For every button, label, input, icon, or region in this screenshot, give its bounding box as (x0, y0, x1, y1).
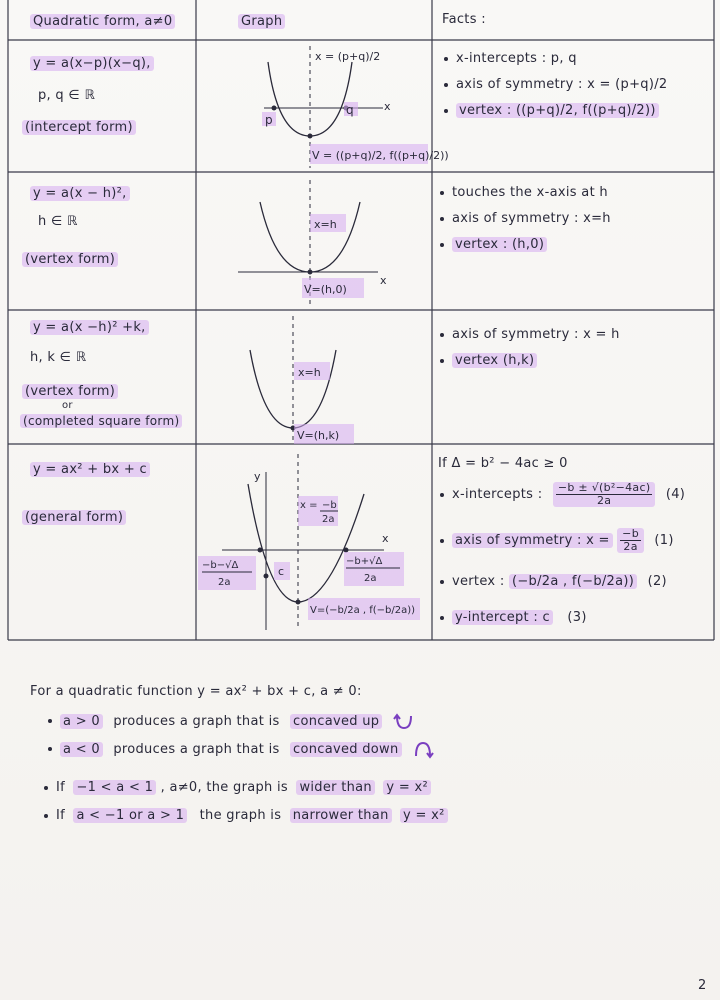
row3-axis-label: x=h (298, 366, 321, 379)
row3-graph (198, 310, 430, 444)
row4-left-num: −b−√Δ (202, 560, 239, 571)
row4-axis-den: 2a (322, 514, 335, 525)
note-concave-up: a > 0 produces a graph that is concaved up (48, 712, 415, 730)
row1-domain: p, q ∈ ℝ (38, 88, 96, 103)
row3-form: y = a(x −h)² +k, (30, 320, 149, 335)
concave-down-icon (412, 740, 434, 758)
row4-fact-vertex: vertex : (−b/2a , f(−b/2a)) (2) (440, 574, 667, 589)
row4-vertex-label: V=(−b/2a , f(−b/2a)) (310, 605, 416, 616)
row2-facts: touches the x-axis at h axis of symmetry : x=h vertex : (h,0) (440, 180, 611, 258)
row4-fact-axis: axis of symmetry : x = $\frac{-b}{2a}$ (1) (440, 528, 674, 553)
header-facts: Facts : (442, 12, 486, 27)
row4-axis-num: −b (322, 500, 337, 511)
row1-axis-label: x = (p+q)/2 (315, 50, 381, 63)
row3-name: (vertex form) (22, 384, 118, 399)
row1-q-label: q (346, 103, 354, 117)
row4-right-den: 2a (364, 573, 377, 584)
row1-form: y = a(x−p)(x−q), (30, 56, 154, 71)
row2-domain: h ∈ ℝ (38, 214, 78, 229)
row2-vertex-label: V=(h,0) (304, 283, 347, 296)
row1-x-label: x (384, 100, 391, 113)
row4-left-den: 2a (218, 577, 231, 588)
page-number: 2 (698, 978, 707, 993)
note-concave-down: a < 0 produces a graph that is concaved down (48, 740, 434, 758)
row4-x-label: x (382, 532, 389, 545)
row4-right-num: −b+√Δ (346, 556, 383, 567)
row1-graph (198, 40, 449, 172)
row4-form: y = ax² + bx + c (30, 462, 150, 477)
header-form: Quadratic form, a≠0 (30, 14, 175, 29)
row4-graph (198, 444, 430, 638)
note-narrower: If a < −1 or a > 1 the graph is narrower than y = x² (44, 808, 448, 823)
concave-up-icon (393, 712, 415, 730)
row4-name: (general form) (22, 510, 126, 525)
row2-name: (vertex form) (22, 252, 118, 267)
notes-intro: For a quadratic function y = ax² + bx + c, a ≠ 0: (30, 684, 362, 699)
row4-condition: If Δ = b² − 4ac ≥ 0 (438, 456, 568, 471)
row3-name2: (completed square form) (20, 414, 182, 428)
row2-x-label: x (380, 274, 387, 287)
row4-fact-intercepts: x-intercepts : $\frac{\text{−b ± √(b²−4ac)}}{2a}$ (4) (440, 482, 685, 507)
row2-axis-label: x=h (314, 218, 337, 231)
row3-or: or (62, 400, 73, 411)
row1-name: (intercept form) (22, 120, 136, 135)
row4-fact-yintercept: y-intercept : c (3) (440, 610, 587, 625)
row4-axis-pre: x = (300, 500, 318, 511)
row3-domain: h, k ∈ ℝ (30, 350, 87, 365)
row3-vertex-label: V=(h,k) (297, 429, 340, 442)
row2-graph (198, 172, 430, 310)
row2-form: y = a(x − h)², (30, 186, 130, 201)
row1-facts: x-intercepts : p, q axis of symmetry : x = (p+q)/2 vertex : ((p+q)/2, f((p+q)/2)) (444, 46, 667, 124)
row1-vertex-label: V = ((p+q)/2, f((p+q)/2)) (312, 149, 449, 162)
row3-facts: axis of symmetry : x = h vertex (h,k) (440, 322, 620, 374)
row1-p-label: p (265, 113, 273, 127)
header-graph: Graph (238, 14, 285, 29)
row4-y-label: y (254, 470, 261, 483)
note-wider: If −1 < a < 1 , a≠0, the graph is wider than y = x² (44, 780, 431, 795)
row4-c-label: c (278, 565, 285, 578)
